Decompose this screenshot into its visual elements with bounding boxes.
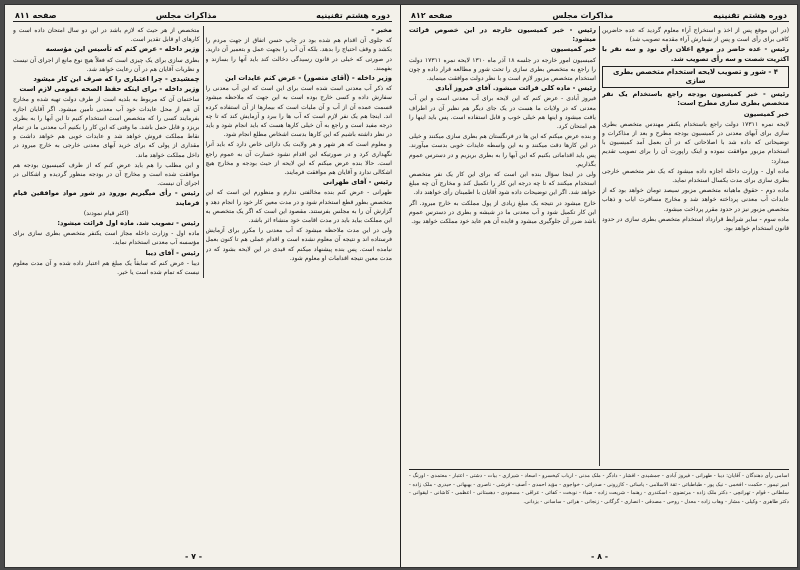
paragraph: ولی در این مدت ملاحظه میشود که آب معدنی را مکرر برای آزمایش فرستاده اند و نتیجه آن معلوم نشده است و اقدام عملی هم تا کنون بعمل نیامده است. پس بنده پیشنهاد میکنم که قیدی در این لایحه بشود که در مدت معین نتیجه اقدامات او معلوم شود. [205,227,392,262]
paragraph: ساختمان آن که مربوط به بلدیه است از طرف دولت تهیه شده و مخارج آن هم از محل عایدات خود آب معدنی تأمین میشود. اگر آقایان اجازه بفرمایند کسی را که متخصص است استخدام کنیم تا این آبها را به بطری بریزد و قابل حمل باشد. ما وقتی که این کار را بکنیم آب معدنی ما در تمام نقاط مملکت فروش خواهد شد و عایدات خوبی هم خواهد داشت و مقداری از پولی که برای خرید آبهای معدنی خارجی به خارج میرود در داخل مملکت خواهد ماند. [13,96,200,159]
page-number-header: صفحه ۸۱۲ [411,10,453,20]
speaker-line: رئیس - رأی میگیریم بورود در شور مواد موافقین قیام فرمایند [13,189,200,207]
document-spread [4,4,798,568]
speaker-line: رئیس - آقای دیبا [145,248,200,257]
text-columns [13,26,392,278]
section-heading: وزیر داخله - (آقای منصور) - عرض کنم عایدات این [224,74,392,83]
paragraph: کمیسیون امور خارجه در جلسه ۱۸ آذر ماه ۱۳۱۰ لایحه نمره ۱۷۳۱۱ دولت را راجع به متخصص بطری سازی را تحت شور و مطالعه قرار داده و چون استخدام متخصص مزبور لازم است و با نظر دولت موافقت مینماید. [409,56,596,83]
speaker-line: رئیس - خبر کمیسیون خارجه در این خصوص قرائت میشود: [409,26,596,44]
paragraph: ماده دوم - حقوق ماهیانه متخصص مزبور سیصد تومان خواهد بود که از عایدات آب معدنی پرداخته خواهد شد و مخارج مسافرت ایاب و ذهاب متخصص مزبور نیز در حدود مقرر پرداخت میشود. [602,187,789,213]
paragraph: (در این موقع پس از اخذ و استخراج آراء معلوم گردید که عده حاضرین کافی برای رأی است و پس از شمارش آراء مقدمه تصویب شد) [602,27,789,44]
speaker-line: رئیس - خبر کمیسیون بودجه راجع باستخدام یک نفر متخصص بطری سازی مطرح است: [602,90,789,108]
paragraph: و معلوم است که هر شهر و هر ولایت یک دارائی خاص دارد که باید آنرا نگهداری کرد و در صورتیکه این اقدام نشود خسارت آن به عموم راجع است. حالا بنده عرض میکنم که این لایحه از حیث بودجه و مخارج هیچ اشکالی ندارد و آقایان هم موافقت فرمایند. [205,141,392,177]
text-column-left [409,26,596,466]
page-number-footer: - ۷ - [185,552,203,561]
text-column-left [13,26,200,278]
text-column-right [602,26,789,466]
speaker-line: رئیس - آقای طهرانی [322,178,392,187]
right-page [401,5,797,567]
paragraph: ولی در اینجا سؤال بنده این است که برای این کار یک نفر متخصص استخدام میکنند که تا چه درجه این کار را تکمیل کند و مخارج آن چه مبلغ خواهد شد. اگر این توضیحات داده شود آقایان با اطمینان رأی خواهند داد. [409,171,596,197]
text-columns [409,26,789,466]
speaker-line: رئیس - تصویب شد. ماده اول قرائت میشود: [57,219,200,228]
speaker-line: مخبر - [371,26,392,34]
paragraph: لایحه نمره ۱۷۳۱۱ دولت راجع باستخدام یکنفر مهندس متخصص بطری سازی برای آبهای معدنی در کمیسیون بودجه مطرح و بعد از مذاکرات و توضیحاتی که داده شد با اصلاحاتی که در آن بعمل آمد کمیسیون با استخدام مزبور موافقت نموده و اینک راپورت آن را برای تصویب تقدیم میدارد: [602,120,789,165]
paragraph: ماده سوم - سایر شرایط قرارداد استخدام متخصص بطری سازی در حدود قانون استخدام خواهد بود. [602,215,789,233]
session-title: دوره هشتم تقنینیه [316,10,390,20]
paragraph: و بنده عرض میکنم که این ها در فرنگستان هم بطری سازی میکنند و خیلی در این کارها دقت میکنند و به این واسطه عایدات خوبی بدست میآورند. پس باید اقداماتی بکنیم که این آبها را به بطری بریزیم و در دسترس عموم بگذاریم. [409,133,596,168]
paragraph: بطری سازی برای یک چیزی است که فعلاً هیچ نوع مانع از اجرای آن نیست و نظریات آقایان هم در آن رعایت خواهد شد. [13,56,200,73]
paragraph: متخصص از هر حیث که لازم باشد در این دو سال امتحان داده است و کارهای او قابل تقدیر است. [13,27,200,44]
text-column-right [206,26,393,278]
page-header [409,9,789,22]
left-page [5,5,401,567]
paragraph: و این مطلب را هم باید عرض کنم که از طرف کمیسیون بودجه هم موافقت شده است و مخارج آن در بودجه منظور گردیده و اشکالی در اجرای آن نیست. [13,161,200,188]
procedural-note: (اکثر قیام نمودند) [83,209,129,217]
publication-title: مذاکرات مجلس [552,10,614,20]
paragraph: که جلوی آن اقدام هم شده بود در چاپ حسن اتفاق از جهت مردم را بکشد و وقف احتیاج را بدهد. بلکه آن آب را بجهت عمل و بتعمیر آن دارید. در صورتی که خیلی در قانون رسیدگی دخالت کند باید آنها را بسازند و بفهمند. [205,37,392,72]
column-divider [599,26,600,466]
page-number-header: صفحه ۸۱۱ [15,10,57,20]
section-heading: خبر کمیسیون [550,45,596,54]
section-heading: وزیر داخله - برای اینکه حفظ الصحه عمومی لازم است [19,85,200,94]
page-header [13,9,392,22]
paragraph: که ذکر آب معدنی است شده است برای این است که این آب معدنی را سفارش داده و کسی خارج بوده است به این جهت که ملاحظه میشود قسمت عمده آن از آب و آن ملیات است که بیمارها از آن استفاده کرده اند. اینجا هم یک نفر لازم است که آب ها را ببرد و آزمایش کند که تا چه درجه مفید است و راجع به آن خیلی کارها هست که باید انجام شود و باید در نظر داشته باشیم که این کارها بدست اشخاص مطلع انجام شود. [205,85,392,139]
page-number-footer: - ۸ - [591,552,609,561]
agenda-heading: ۴ - شور و تصویب لایحه استخدام متخصص بطری سازی [602,66,789,88]
speaker-line: رئیس - عده حاضر در موقع اعلان رأی نود و سه نفر با اکثریت شصت و سه رأی تصویب شد. [602,45,789,63]
paragraph: ماده اول - وزارت داخله مجاز است یکنفر متخصص بطری سازی برای مؤسسه آب معدنی استخدام نماید. [13,230,200,247]
paragraph: طهرانی - عرض کنم بنده مخالفتی ندارم و منظورم این است که این متخصص بطور قطع استخدام شود و در مدت معین کار خود را انجام دهد و گزارش آن را به مجلس بفرستند. مقصود این است که اگر یک متخصص به این مملکت بیاید باید در مدت اقامت خود منشاء اثر باشد. [205,189,392,225]
paragraph: دیبا - عرض کنم که سابقاً یک مبلغ هم اعتبار داده شده و آن مدت معلوم نیست که تمام شده است یا خیر. [13,259,200,277]
publication-title: مذاکرات مجلس [155,10,217,20]
section-heading: چمشیدی - چرا اعتباری را که صرف این کار میشود [33,75,200,84]
section-heading: وزیر داخله - عرض کنم که تأسیس این مؤسسه [45,45,200,54]
section-heading: خبر کمیسیون [743,109,789,118]
column-divider [203,26,204,278]
paragraph: فیروز آبادی - عرض کنم که این لایحه برای آب معدنی است و این آب معدنی که در ولایات ما هست در یک جای دیگر هم نظیر آن در اطراف یافت میشود و اینها هم خیلی خوب و قابل استفاده است. پس باید اینها را هم امتحان کرد. [409,95,596,131]
voters-footnote: اسامی رأی دهندگان - آقایان: دیبا - طهرانی - فیروز آبادی - جمشیدی - افشار - دادگر - ملک مدنی - ارباب کیخسرو - اسعاد - شیرازی - بیات - دشتی - اعتبار - معتمدی - اورنگ - امیر تیمور - حکمت - افخمی - نیک پور - طباطبائی - ثقة الاسلامی - یاسائی - کازرونی - صدرائی - خواجوی - مؤید احمدی - آصف - فرشی - ناصری - بهبهانی - حیدری - ملک زاده - سلطانی - قوام - تهرانچی - دکتر ملک زاده - مرتضوی - اسکندری - رهنما - شریعت زاده - ضیاء - نوبخت - کفائی - عراقی - مسعودی - دهستانی - اعظمی - کاشانی - لیقوانی - دکتر طاهری - وکیلی - مشار - وهاب زاده - معدل - روحی - مصدقی - انصاری - گرگانی - زنجانی - هراتی - ساسانی - یزدانی. [409,469,789,506]
session-title: دوره هشتم تقنینیه [713,10,787,20]
paragraph: ماده اول - وزارت داخله اجازه داده میشود که یک نفر متخصص خارجی بطری سازی برای مدت یکسال استخدام نماید. [602,167,789,185]
paragraph: خارج میشود در نتیجه یک مبلغ زیادی از پول مملکت به خارج میرود. اگر این کار تکمیل شود و آب معدنی ما در شیشه و بطری در دسترس عموم باشد ضرر آن جلوگیری میشود و فایده آن هم عاید خود مملکت خواهد بود. [409,199,596,226]
speaker-line: رئیس - ماده کلی قرائت میشود. آقای فیروز آبادی [435,84,596,93]
